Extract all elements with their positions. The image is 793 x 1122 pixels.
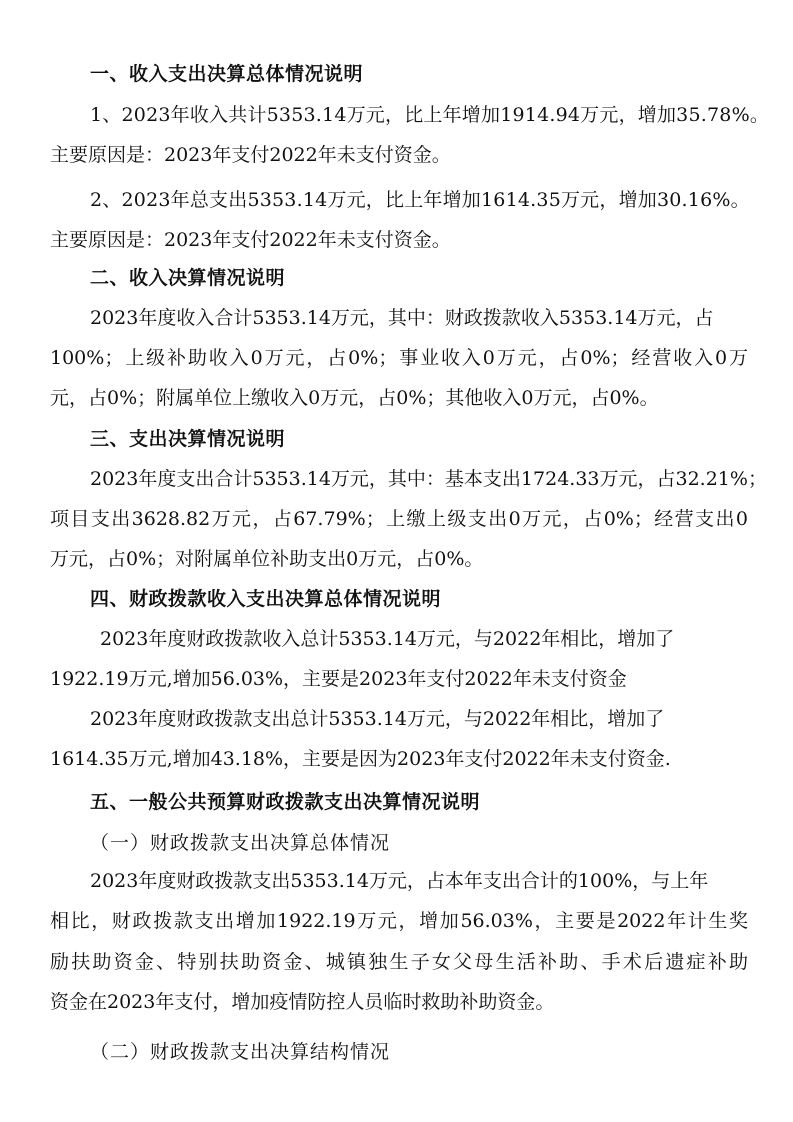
paragraph-line: 元，占0%；附属单位上缴收入0万元，占0%；其他收入0万元，占0%。 — [50, 387, 659, 409]
subsection-heading-1: （一）财政拨款支出决算总体情况 — [90, 832, 391, 854]
paragraph-line: 1922.19万元,增加56.03%，主要是2023年支付2022年未支付资金 — [50, 668, 627, 690]
paragraph-line: 主要原因是：2023年支付2022年未支付资金。 — [50, 144, 451, 166]
paragraph-line: 2023年度财政拨款收入总计5353.14万元，与2022年相比，增加了 — [100, 628, 675, 650]
section-heading-4: 四、财政拨款收入支出决算总体情况说明 — [90, 588, 442, 610]
section-heading-5: 五、一般公共预算财政拨款支出决算情况说明 — [90, 791, 481, 813]
paragraph-line: 2023年度收入合计5353.14万元，其中：财政拨款收入5353.14万元，占 — [90, 307, 714, 329]
paragraph-line: 2023年度支出合计5353.14万元，其中：基本支出1724.33万元，占32.21%； — [90, 468, 767, 490]
paragraph-line: 2023年度财政拨款支出总计5353.14万元，与2022年相比，增加了 — [90, 708, 665, 730]
paragraph-line: 1、2023年收入共计5353.14万元，比上年增加1914.94万元，增加35.78%。 — [90, 104, 770, 126]
section-heading-3: 三、支出决算情况说明 — [90, 428, 286, 450]
paragraph-line: 2、2023年总支出5353.14万元，比上年增加1614.35万元，增加30.16%。 — [90, 189, 750, 211]
paragraph-line: 2023年度财政拨款支出5353.14万元，占本年支出合计的100%，与上年 — [90, 870, 709, 892]
paragraph-line: 励扶助资金、特别扶助资金、城镇独生子女父母生活补助、手术后遗症补助 — [50, 951, 748, 973]
paragraph-line: 资金在2023年支付，增加疫情防控人员临时救助补助资金。 — [50, 991, 555, 1013]
paragraph-line: 主要原因是：2023年支付2022年未支付资金。 — [50, 229, 451, 251]
paragraph-line: 1614.35万元,增加43.18%，主要是因为2023年支付2022年未支付资金. — [50, 748, 671, 770]
section-heading-2: 二、收入决算情况说明 — [90, 267, 286, 289]
paragraph-line: 万元，占0%；对附属单位补助支出0万元，占0%。 — [50, 548, 484, 570]
section-heading-1: 一、收入支出决算总体情况说明 — [90, 63, 364, 85]
paragraph-line: 项目支出3628.82万元，占67.79%；上缴上级支出0万元，占0%；经营支出0 — [50, 508, 748, 530]
paragraph-line: 100%；上级补助收入0万元，占0%；事业收入0万元，占0%；经营收入0万 — [50, 347, 748, 369]
paragraph-line: 相比，财政拨款支出增加1922.19万元，增加56.03%，主要是2022年计生奖 — [50, 910, 748, 932]
subsection-heading-2: （二）财政拨款支出决算结构情况 — [90, 1041, 391, 1063]
